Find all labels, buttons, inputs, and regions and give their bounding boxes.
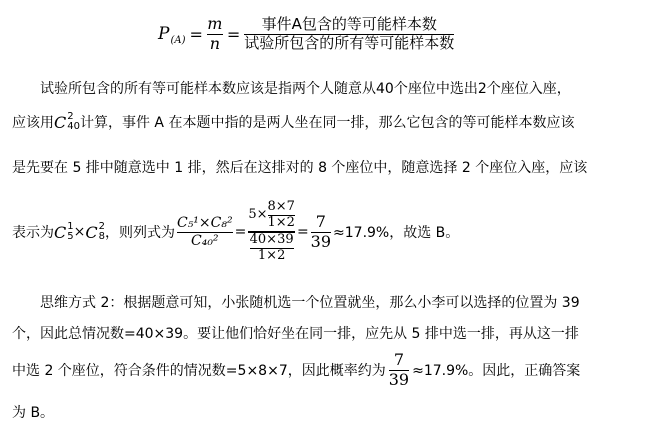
inner-frac-8x7	[268, 200, 295, 231]
para2-line3-a: 中选 2 个座位，符合条件的情况数=5×8×7，因此概率约为	[12, 363, 386, 379]
para1-line2-a: 应该用	[12, 115, 54, 131]
inner-frac-40x39	[250, 233, 294, 264]
five-times: 5×	[248, 207, 268, 223]
fraction-7-num: 7	[315, 212, 326, 232]
c51-sub: 5	[67, 231, 74, 242]
formula-m: m	[207, 14, 223, 34]
inner-num-8x7: 8×7	[267, 199, 295, 215]
formula-P: P	[158, 24, 170, 44]
fraction-expanded	[248, 200, 295, 263]
para1-line4-approx: ≈17.9%，故选 B。	[333, 225, 460, 241]
para1-line4-b: ，则列式为	[104, 225, 175, 241]
c51-sup: 1	[67, 221, 74, 232]
formula-equals-1: =	[189, 24, 203, 44]
combination-sub: 40	[67, 121, 80, 132]
fraction-combinations-num: C₅¹×C₈²	[176, 215, 233, 232]
inner-den-1x2-b: 1×2	[257, 247, 286, 263]
para1-line4: 表示为 C 1 5 × C 2 8 ，则列式为 $\frac{\text{C₅¹×C₈²}}{\text{C₄₀²}}$ = 5× $\frac{8\times 7}{1\times 2}$ $\frac{40\times 39}{1\times 2}$ = $\frac{7}{39}$ ≈17.9%，故选 B。	[12, 199, 460, 263]
fraction-39-den: 39	[310, 231, 332, 251]
formula-P-subscript: (A)	[170, 34, 186, 46]
para1-line1: 试验所包含的所有等可能样本数应该是指两个人随意从40个座位中选出2个座位入座，	[40, 81, 571, 97]
c82-sup: 2	[98, 221, 105, 232]
formula-numerator-text: 事件A包含的等可能样本数	[261, 15, 437, 34]
inner-den-1x2-a: 1×2	[267, 215, 295, 231]
fraction-39-den-b: 39	[388, 369, 410, 389]
combination-sup: 2	[67, 111, 74, 122]
fraction-7-over-39	[311, 213, 331, 251]
times-sign: ×	[73, 224, 86, 240]
combination-C-40-2: C	[54, 112, 67, 132]
para2-line4: 为 B。	[12, 405, 55, 421]
para1-line3: 是先要在 5 排中随意选中 1 排，然后在这排对的 8 个座位中，随意选择 2 个座位入座，应该	[12, 160, 588, 176]
c82-sub: 8	[98, 231, 105, 242]
fraction-7-num-b: 7	[393, 350, 404, 370]
para2-line1: 思维方式 2：根据题意可知，小张随机选一个位置就坐，那么小李可以选择的位置为 39	[40, 295, 580, 311]
para1-line2	[12, 112, 574, 132]
inner-num-40x39: 40×39	[249, 231, 294, 247]
combination-indices	[67, 112, 80, 132]
formula-n: n	[209, 33, 221, 53]
formula-m-over-n	[207, 15, 223, 53]
fraction-7-over-39-b	[389, 351, 409, 389]
fraction-expanded-num	[248, 200, 295, 231]
para2-line2: 个，因此总情况数=40×39。要让他们恰好坐在同一排，应先从 5 排中选一排，再从这一排	[12, 326, 579, 342]
para2-line3-b: ≈17.9%。因此，正确答案	[412, 363, 581, 379]
fraction-combinations-den: C₄₀²	[191, 232, 219, 249]
formula-word-fraction	[244, 16, 454, 52]
para1-line2-b: 计算，事件 A 在本题中指的是两人坐在同一排，那么它包含的等可能样本数应该	[79, 115, 575, 131]
combination-C-8-2: C	[85, 222, 98, 242]
para1-line4-a: 表示为	[12, 225, 54, 241]
fraction-combinations	[177, 215, 233, 248]
combination-C-5-1: C	[54, 222, 67, 242]
fraction-expanded-den	[250, 233, 294, 264]
para2-line3	[12, 350, 580, 390]
formula-equals-2: =	[226, 24, 241, 44]
probability-formula	[158, 8, 454, 60]
formula-denominator-text: 试验所包含的所有等可能样本数	[244, 33, 455, 52]
